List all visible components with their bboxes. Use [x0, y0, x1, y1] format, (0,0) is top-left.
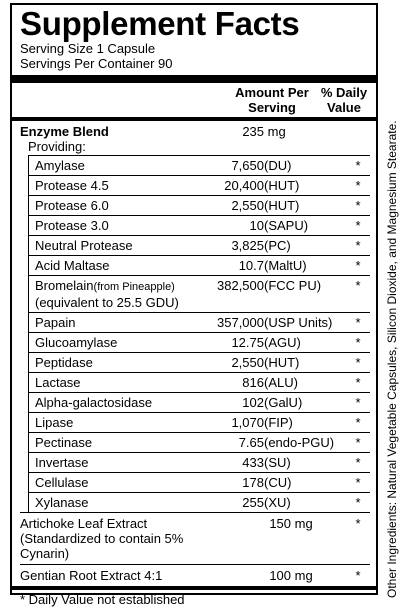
enzyme-row [29, 372, 370, 392]
artichoke-sub: (Standardized to contain 5% Cynarin) [20, 531, 184, 561]
enzyme-amount: 7,650 [231, 158, 264, 173]
enzyme-row [29, 195, 370, 215]
enzyme-dv: * [355, 178, 361, 193]
bromelain-dv: * [355, 278, 361, 293]
enzyme-unit: (SAPU) [264, 218, 309, 233]
artichoke-row [20, 513, 370, 564]
enzyme-unit: (ALU) [264, 375, 298, 390]
enzyme-name: Pectinase [35, 435, 93, 450]
enzyme-dv: * [355, 355, 361, 370]
artichoke-dv: * [355, 516, 361, 531]
bromelain-name [35, 278, 192, 310]
enzyme-row [29, 452, 370, 472]
enzyme-amount: 2,550 [231, 198, 264, 213]
thick-divider [12, 75, 376, 83]
enzyme-unit: (CU) [264, 475, 292, 490]
enzyme-blend-row [20, 121, 370, 139]
enzyme-amount: 10.7 [238, 258, 264, 273]
enzyme-unit: (HUT) [264, 355, 300, 370]
enzyme-unit: (AGU) [264, 335, 301, 350]
enzyme-name: Cellulase [35, 475, 89, 490]
enzyme-name: Neutral Protease [35, 238, 133, 253]
column-header [20, 83, 370, 117]
enzyme-amount: 255 [242, 495, 264, 510]
enzyme-row [29, 155, 370, 175]
supplement-facts-panel [10, 3, 378, 607]
dv-header: % Daily Value [320, 85, 368, 115]
serving-size: Serving Size 1 Capsule [20, 41, 156, 56]
enzyme-row [29, 215, 370, 235]
enzyme-unit: (FIP) [264, 415, 293, 430]
enzyme-unit: (DU) [264, 158, 292, 173]
enzyme-name: Protease 3.0 [35, 218, 109, 233]
enzyme-row [29, 412, 370, 432]
enzyme-unit: (XU) [264, 495, 291, 510]
enzyme-amount: 12.75 [231, 335, 264, 350]
amount-header: Amount Per Serving [235, 85, 309, 115]
enzyme-dv: * [355, 158, 361, 173]
enzyme-row [29, 492, 370, 512]
panel-title: Supplement Facts [20, 5, 300, 42]
enzyme-row [29, 352, 370, 372]
enzyme-row [29, 312, 370, 332]
enzyme-amount: 816 [242, 375, 264, 390]
enzyme-name: Invertase [35, 455, 89, 470]
enzyme-row [29, 392, 370, 412]
enzyme-dv: * [355, 198, 361, 213]
enzyme-dv: * [355, 495, 361, 510]
enzyme-name: Lipase [35, 415, 74, 430]
enzyme-amount: 102 [242, 395, 264, 410]
gentian-name: Gentian Root Extract 4:1 [20, 568, 163, 583]
enzyme-row [29, 472, 370, 492]
enzyme-dv: * [355, 218, 361, 233]
enzyme-amount: 7.65 [238, 435, 264, 450]
blend-name: Enzyme Blend [20, 124, 109, 139]
enzyme-unit: (endo-PGU) [264, 435, 335, 450]
enzyme-dv: * [355, 258, 361, 273]
enzyme-row [29, 432, 370, 452]
enzyme-row [29, 255, 370, 275]
enzyme-name: Lactase [35, 375, 81, 390]
enzyme-name: Alpha-galactosidase [35, 395, 153, 410]
footnote: * Daily Value not established [20, 592, 185, 607]
bromelain-equiv: (equivalent to 25.5 GDU) [35, 295, 179, 310]
enzyme-unit: (SU) [264, 455, 291, 470]
enzyme-dv: * [355, 395, 361, 410]
enzyme-name: Peptidase [35, 355, 93, 370]
other-ingredients: Other Ingredients: Natural Vegetable Capsules, Silicon Dioxide, and Magnesium Stearate. [385, 120, 399, 598]
enzyme-amount: 1,070 [231, 415, 264, 430]
bromelain-source: (from Pineapple) [93, 281, 175, 293]
enzyme-dv: * [355, 455, 361, 470]
enzyme-row [29, 235, 370, 255]
enzyme-name: Glucoamylase [35, 335, 118, 350]
enzyme-amount: 178 [242, 475, 264, 490]
enzyme-unit: (HUT) [264, 178, 300, 193]
enzyme-amount: 357,000 [217, 315, 264, 330]
enzyme-amount: 2,550 [231, 355, 264, 370]
enzyme-unit: (PC) [264, 238, 291, 253]
enzyme-unit: (USP Units) [264, 315, 333, 330]
blend-amount: 235 mg [242, 124, 286, 139]
enzyme-name: Amylase [35, 158, 85, 173]
enzyme-dv: * [355, 435, 361, 450]
enzyme-amount: 10 [249, 218, 264, 233]
artichoke-name: Artichoke Leaf Extract [20, 516, 148, 531]
enzyme-name: Xylanase [35, 495, 89, 510]
enzyme-dv: * [355, 415, 361, 430]
enzyme-unit: (MaltU) [264, 258, 307, 273]
enzyme-unit: (GalU) [264, 395, 303, 410]
enzyme-dv: * [355, 238, 361, 253]
bromelain-unit: (FCC PU) [264, 278, 322, 293]
enzyme-row [29, 332, 370, 352]
providing-label: Providing: [28, 139, 86, 154]
enzyme-amount: 3,825 [231, 238, 264, 253]
gentian-dv: * [355, 568, 361, 583]
enzyme-list [28, 155, 370, 512]
enzyme-row [29, 175, 370, 195]
enzyme-unit: (HUT) [264, 198, 300, 213]
enzyme-name: Protease 4.5 [35, 178, 109, 193]
gentian-row [20, 565, 370, 586]
enzyme-dv: * [355, 335, 361, 350]
gentian-amount: 100 mg [269, 568, 313, 583]
enzyme-amount: 20,400 [224, 178, 264, 193]
bromelain-row [29, 275, 370, 312]
servings-per-container: Servings Per Container 90 [20, 56, 173, 71]
enzyme-dv: * [355, 375, 361, 390]
bromelain-label: Bromelain [35, 278, 94, 293]
artichoke-amount: 150 mg [269, 516, 313, 531]
enzyme-name: Acid Maltase [35, 258, 110, 273]
enzyme-dv: * [355, 315, 361, 330]
enzyme-amount: 433 [242, 455, 264, 470]
bromelain-amount: 382,500 [217, 278, 264, 293]
enzyme-name: Protease 6.0 [35, 198, 109, 213]
enzyme-name: Papain [35, 315, 76, 330]
enzyme-dv: * [355, 475, 361, 490]
